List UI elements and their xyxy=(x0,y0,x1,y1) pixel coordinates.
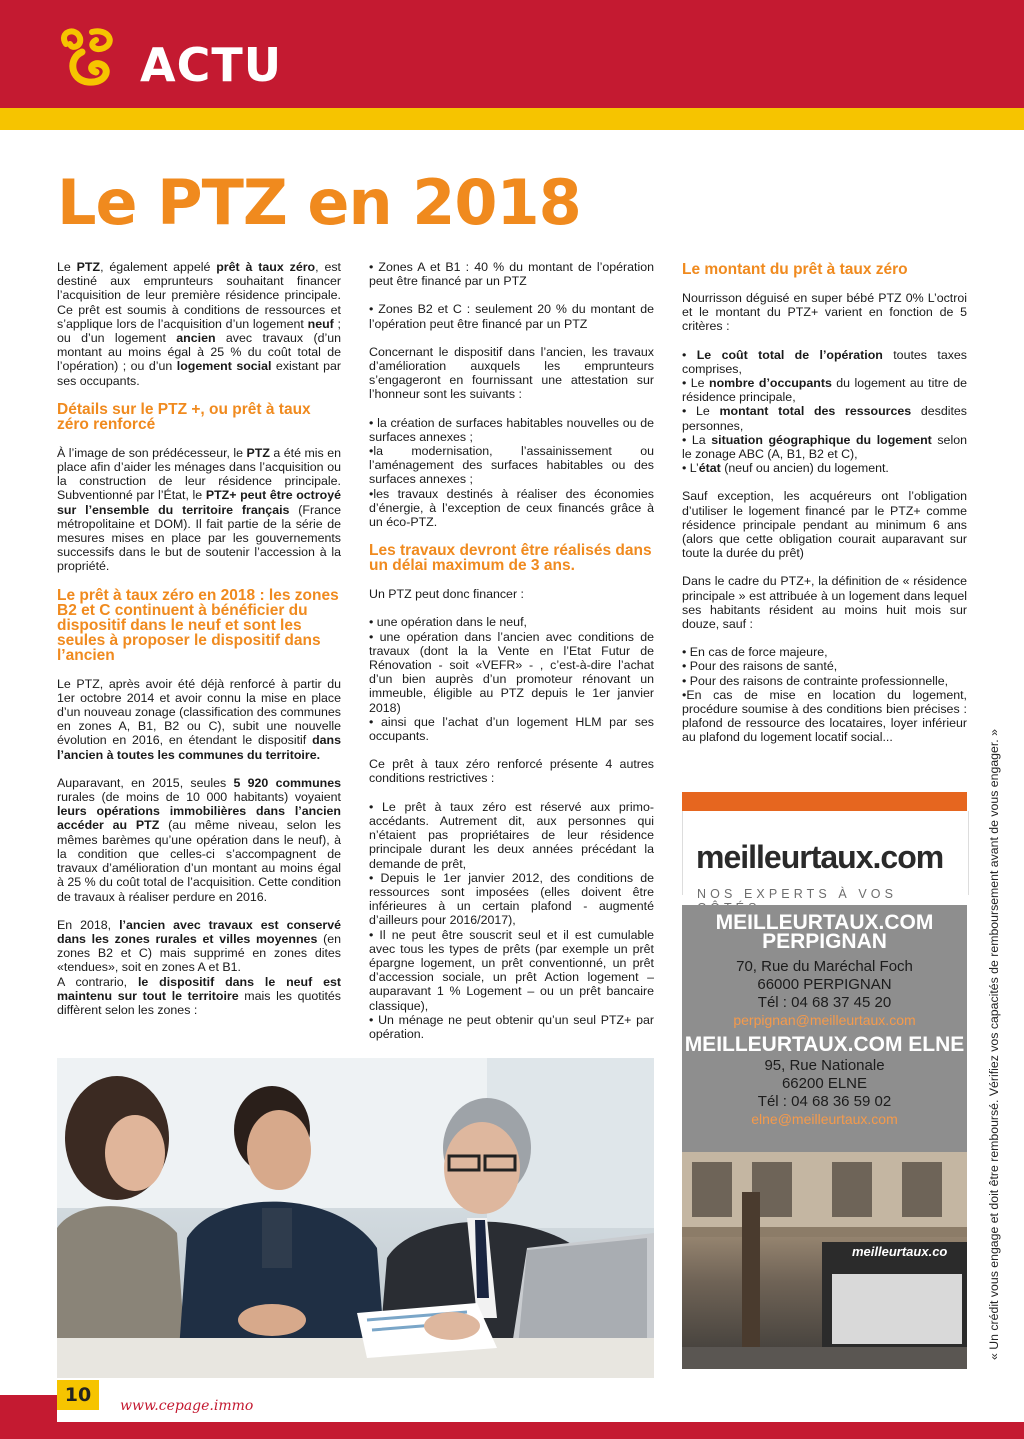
meilleurtaux-logo: meilleurtaux.com xyxy=(696,839,944,875)
list-item: • Zones A et B1 : 40 % du montant de l’opération peut être financé par un PTZ xyxy=(369,260,654,289)
subheading: Le montant du prêt à taux zéro xyxy=(682,261,908,278)
column-2 xyxy=(369,260,654,1041)
agency2-name: MEILLEURTAUX.COM ELNE xyxy=(684,1033,965,1056)
paragraph: A contrario, le dispositif dans le neuf est maintenu sur tout le territoire mais les quotités diffèrent selon les zones : xyxy=(57,974,341,1017)
list-item: •la modernisation, l’assainissement ou l’aménagement des surfaces habitables ou des surfaces annexes ; xyxy=(369,444,654,487)
meeting-photo xyxy=(57,1058,654,1378)
meeting-illustration xyxy=(57,1058,654,1378)
agency2-phone: Tél : 04 68 36 59 02 xyxy=(757,1093,892,1110)
ad-agencies xyxy=(682,905,967,1152)
list-item: • Un ménage ne peut obtenir qu’un seul PTZ+ par opération. xyxy=(369,1012,654,1041)
paragraph: Un PTZ peut donc financer : xyxy=(369,587,524,602)
subheading: Les travaux devront être réalisés dans un délai maximum de 3 ans. xyxy=(369,542,652,575)
agency1-city: 66000 PERPIGNAN xyxy=(757,976,892,993)
storefront-illustration xyxy=(682,1152,967,1369)
cepage-logo-icon xyxy=(52,22,124,94)
list-item: • En cas de force majeure, xyxy=(682,645,828,660)
paragraph: Le PTZ, également appelé prêt à taux zéro, est destiné aux emprunteurs souhaitant financer l’acquisition de leur première résidence principale. Ce prêt est soumis à conditions de ressources et s’applique lors de l’acquisition d’un logement neuf ; ou d’un logement ancien avec travaux (d’un montant au moins égal à 25 % du coût total de l’opération) ; ou d’un logement social existant par ses occupants. xyxy=(57,260,341,388)
list-item: • une opération dans le neuf, xyxy=(369,615,527,630)
list-item: • ainsi que l’achat d’un logement HLM par ses occupants. xyxy=(369,714,654,744)
paragraph: Concernant le dispositif dans l’ancien, les travaux d’amélioration auxquels les emprunteurs s’engageront en fournissant une attestation sur l’honneur sont les suivants : xyxy=(369,344,654,402)
list-item: • la création de surfaces habitables nouvelles ou de surfaces annexes ; xyxy=(369,415,654,444)
subheading: Détails sur le PTZ +, ou prêt à taux zéro renforcé xyxy=(57,400,311,433)
paragraph: Nourrisson déguisé en super bébé PTZ 0% L’octroi et le montant du PTZ+ varient en fonction de 5 critères : xyxy=(682,291,967,334)
page-number: 10 xyxy=(57,1380,99,1410)
paragraph: Dans le cadre du PTZ+, la définition de « résidence principale » est attribuée à un logement dans lequel ses habitants résident au moins huit mois sur douze, sauf : xyxy=(682,574,967,632)
paragraph: Auparavant, en 2015, seules 5 920 communes rurales (de moins de 10 000 habitants) voyaient leurs opérations immobilières dans l’ancien accéder au PTZ (au même niveau, selon les mêmes barèmes qu’une opération dans le neuf), à la condition que celles-ci s’accompagnent de travaux d’amélioration d’un montant au moins égal à 25 % du coût total de l’acquisition. Cette condition de travaux à réaliser perdure en 2016. xyxy=(57,775,341,904)
list-item: • Depuis le 1er janvier 2012, des conditions de ressources sont imposées (elles doivent être inférieures à un certain plafond - augmenté d’ailleurs pour 2016/2017), xyxy=(369,870,654,928)
agency2-city: 66200 ELNE xyxy=(781,1075,868,1092)
paragraph: À l’image de son prédécesseur, le PTZ a été mis en place afin d’aider les ménages dans l’acquisition ou la construction de leur résidence principale. Subventionné par l’État, le PTZ+ peut être octroyé sur l’ensemble du territoire français (France métropolitaine et DOM). Il fait partie de la série de mesures mises en place par les gouvernements successifs dans le but de soutenir l’accession à la propriété. xyxy=(57,445,341,574)
list-item: • Le prêt à taux zéro est réservé aux primo-accédants. Autrement dit, aux personnes qui n’étaient pas propriétaires de leur résidence principale durant les deux années précédant la demande de prêt, xyxy=(369,799,654,871)
storefront-sign: meilleurtaux.co xyxy=(852,1244,948,1259)
list-item: • Il ne peut être souscrit seul et il est cumulable avec tous les types de prêts (par exemple un prêt épargne logement, un prêt conventionné, un prêt d’accession sociale, un prêt Action logement – auparavant 1 % Logement – ou un prêt bancaire classique), xyxy=(369,927,654,1013)
ad-logo-area xyxy=(682,811,969,901)
website-link[interactable]: www.cepage.immo xyxy=(120,1398,254,1414)
list-item: •les travaux destinés à réaliser des économies d’énergie, à l’exception de ceux financés grâce à un éco-PTZ. xyxy=(369,486,654,530)
list-item: • La situation géographique du logement selon le zonage ABC (A, B1, B2 et C), xyxy=(682,432,967,462)
ad-tagline: NOS EXPERTS À VOS xyxy=(697,887,898,901)
paragraph: Sauf exception, les acquéreurs ont l’obligation d’utiliser le logement financé par le PTZ+ comme résidence principale pendant au minimum 6 ans (alors que cette obligation courait auparavant sur toute la durée du prêt) xyxy=(682,489,967,561)
list-item: • Le coût total de l’opération toutes taxes comprises, xyxy=(682,347,967,376)
agency1-street: 70, Rue du Maréchal Foch xyxy=(736,958,913,975)
header-stripe xyxy=(0,108,1024,130)
ad-top-band xyxy=(682,792,967,811)
list-item: • Pour des raisons de contrainte professionnelle, xyxy=(682,673,949,688)
agency1-email[interactable]: perpignan@meilleurtaux.com xyxy=(733,1012,916,1028)
paragraph: En 2018, l’ancien avec travaux est conservé dans les zones rurales et villes moyennes (en zones B2 et C) mais supprimé en zones dites «tendues», soit en zones A et B1. xyxy=(57,917,341,975)
agency1-phone: Tél : 04 68 37 45 20 xyxy=(757,994,892,1011)
list-item: • L’état (neuf ou ancien) du logement. xyxy=(682,461,889,476)
agency1-name: MEILLEURTAUX.COM xyxy=(715,911,934,934)
list-item: • Zones B2 et C : seulement 20 % du montant de l’opération peut être financé par un PTZ xyxy=(369,302,654,331)
meilleurtaux-ad xyxy=(682,792,967,1369)
list-item: •En cas de mise en location du logement, procédure soumise à des conditions bien précises : plafond de ressource des locataires, loyer inférieur au plafond du logement locatif social... xyxy=(682,687,967,745)
paragraph: Le PTZ, après avoir été déjà renforcé à partir du 1er octobre 2014 et avoir connu la mise en place d’un nouveau zonage (classification des communes en zones A, B1, B2 ou C), subit une nouvelle évolution en 2016, en étendant le dispositif dans l’ancien à toutes les communes du territoire. xyxy=(57,676,341,762)
legal-disclaimer: « Un crédit vous engage et doit être remboursé. Vérifiez vos capacités de remboursement avant de vous engager. » xyxy=(987,729,1001,1360)
column-1 xyxy=(57,260,341,1031)
section-title: ACTU xyxy=(140,38,283,92)
agency2-email[interactable]: elne@meilleurtaux.com xyxy=(751,1111,898,1127)
list-item: • Le nombre d’occupants du logement au titre de résidence principale, xyxy=(682,376,968,405)
article-headline: Le PTZ en 2018 xyxy=(57,166,581,239)
agency2-street: 95, Rue Nationale xyxy=(764,1057,885,1074)
column-3 xyxy=(682,260,967,745)
list-item: • une opération dans l’ancien avec conditions de travaux (dont la la Vente en l’Etat Futur de Rénovation - soit «VEFR» - , c’est-à-dire l’achat d’un bien auprès d’un promoteur rénovant un immeuble, éligible au PTZ depuis le 1er janvier 2018) xyxy=(369,629,654,715)
list-item: • Pour des raisons de santé, xyxy=(682,659,838,674)
agency1-city-name: PERPIGNAN xyxy=(762,930,887,953)
storefront-photo xyxy=(682,1152,967,1369)
subheading: Le prêt à taux zéro en 2018 : les zones B2 et C continuent à bénéficier du dispositif dans le neuf et sont les seules à proposer le dispositif dans l’ancien xyxy=(57,586,339,664)
paragraph: Ce prêt à taux zéro renforcé présente 4 autres conditions restrictives : xyxy=(369,757,654,786)
list-item: • Le montant total des ressources desdites personnes, xyxy=(682,404,967,433)
